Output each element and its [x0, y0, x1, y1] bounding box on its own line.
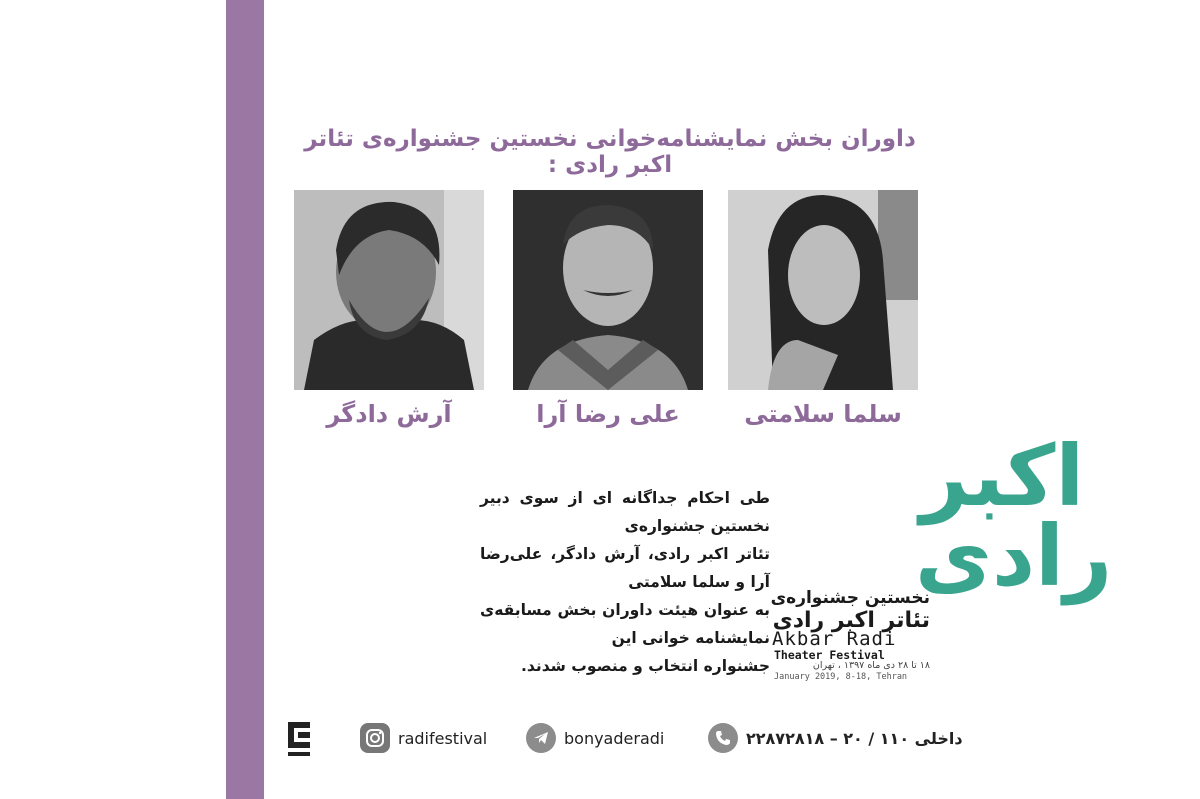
logo-en-line-2: Theater Festival	[774, 648, 885, 662]
announcement-line-4: جشنواره انتخاب و منصوب شدند.	[521, 657, 770, 675]
judge-name-2: علی رضا آرا	[536, 400, 680, 428]
radi-foundation-logo	[284, 718, 314, 758]
announcement-line-3: به عنوان هیئت داوران بخش مسابقه‌ی نمایشنامه خوانی این	[480, 601, 770, 647]
announcement-line-1: طی احکام جداگانه ای از سوی دبیر نخستین جشنواره‌ی	[480, 489, 770, 535]
logo-date-fa: ۱۸ تا ۲۸ دی ماه ۱۳۹۷ ، تهران	[812, 660, 930, 671]
phone-contact[interactable]	[708, 718, 963, 758]
judge-name-3: سلما سلامتی	[744, 400, 902, 428]
logo-mark-word-2: رادی	[915, 507, 1113, 605]
poster-headline: داوران بخش نمایشنامه‌خوانی نخستین جشنواره‌ی تئاتر اکبر رادی :	[304, 126, 916, 178]
telegram-icon	[526, 723, 556, 753]
instagram-contact[interactable]	[360, 718, 487, 758]
instagram-handle: radifestival	[398, 728, 488, 748]
photo-alireza-ara	[513, 190, 703, 390]
radi-foundation-logo-icon	[284, 716, 314, 760]
instagram-icon	[360, 723, 390, 753]
logo-fa-line-1: نخستین جشنواره‌ی	[770, 588, 930, 608]
telegram-contact[interactable]	[526, 718, 664, 758]
telegram-handle: bonyaderadi	[564, 728, 665, 748]
logo-mark-word-1: اکبر	[920, 427, 1085, 525]
phone-number: داخلی ۱۱۰ / ۲۰ – ۲۲۸۷۲۸۱۸	[746, 728, 963, 748]
announcement-text	[480, 484, 770, 680]
phone-icon	[708, 723, 738, 753]
photo-salma-salamati	[728, 190, 918, 390]
judge-name-1: آرش دادگر	[326, 400, 452, 428]
festival-logo	[770, 420, 1113, 690]
photo-arash-dadgar	[294, 190, 484, 390]
logo-fa-line-2: تئاتر اکبر رادی	[772, 608, 930, 633]
purple-side-bar	[226, 0, 264, 799]
logo-en-line-1: Akbar Radi	[772, 628, 897, 650]
announcement-line-2: تئاتر اکبر رادی، آرش دادگر، علی‌رضا آرا و سلما سلامتی	[480, 545, 770, 591]
logo-date-en: January 2019, 8-18, Tehran	[774, 672, 908, 682]
